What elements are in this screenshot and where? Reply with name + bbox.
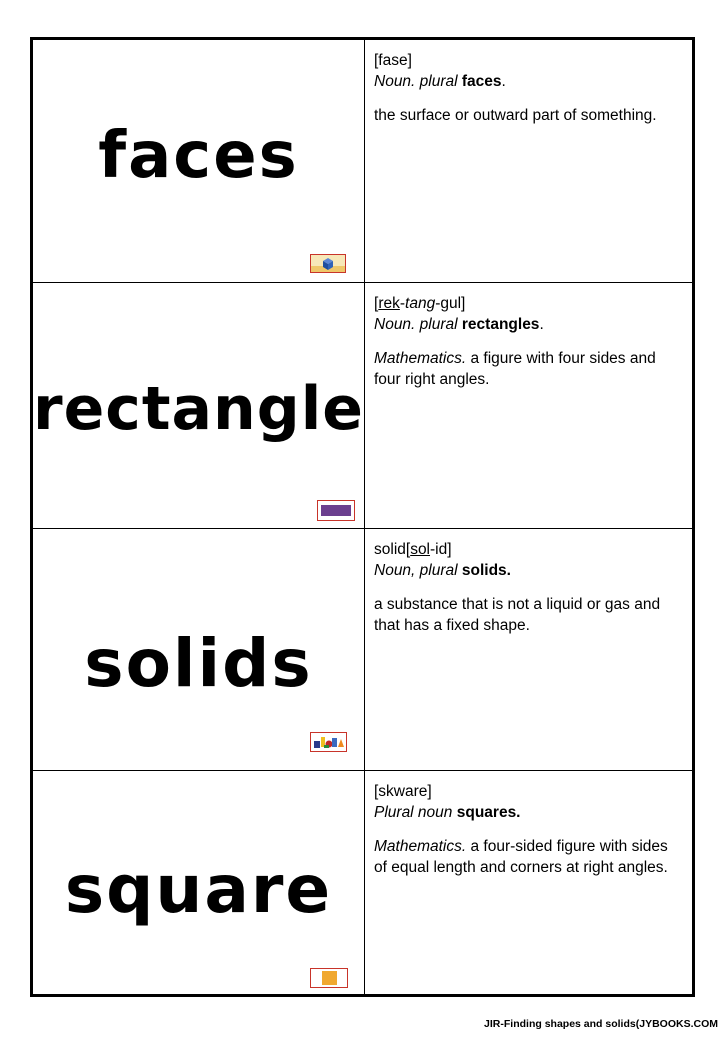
pron-start: solid[ xyxy=(374,541,411,558)
pron-end: -id] xyxy=(430,541,452,558)
definition-text: a substance that is not a liquid or gas and that has a fixed shape. xyxy=(374,596,661,634)
pos-end: . xyxy=(501,73,506,90)
plural-form: rectangles xyxy=(461,316,540,333)
plural-form: squares. xyxy=(456,804,521,821)
footer-credit: JIR-Finding shapes and solids(JYBOOKS.COM xyxy=(484,1018,718,1030)
pronunciation: [fase] xyxy=(374,52,412,69)
part-of-speech xyxy=(374,560,684,581)
card-row-square xyxy=(33,771,692,997)
vocab-word: rectangle xyxy=(33,374,364,444)
pos-label: Noun, plural xyxy=(374,562,462,579)
definition-domain: Mathematics. xyxy=(374,838,467,855)
pron-stressed: rek xyxy=(378,295,400,312)
plural-form: faces xyxy=(461,73,502,90)
word-cell xyxy=(33,771,365,997)
vocab-word: solids xyxy=(84,625,313,702)
word-cell xyxy=(33,40,365,282)
definition-text xyxy=(374,836,684,878)
pron-sep: - xyxy=(399,295,406,312)
card-row-rectangle xyxy=(33,283,692,529)
definition-cell xyxy=(365,771,692,997)
definition-cell xyxy=(365,40,692,282)
solids-icon xyxy=(310,732,347,752)
square-icon xyxy=(310,968,348,988)
part-of-speech xyxy=(374,802,684,823)
part-of-speech xyxy=(374,71,684,92)
pos-label: Plural noun xyxy=(374,804,457,821)
definition-cell xyxy=(365,529,692,770)
pos-label: Noun. plural xyxy=(374,316,462,333)
definition-cell xyxy=(365,283,692,528)
card-row-faces xyxy=(33,40,692,283)
pronunciation xyxy=(374,293,684,314)
pos-end: . xyxy=(539,316,544,333)
rectangle-icon xyxy=(317,500,355,521)
vocab-word: square xyxy=(64,851,333,928)
pron-stressed: sol xyxy=(410,541,431,558)
definition-domain: Mathematics. xyxy=(374,350,467,367)
plural-form: solids. xyxy=(461,562,511,579)
vocabulary-table xyxy=(30,37,695,997)
definition-text: the surface or outward part of something. xyxy=(374,107,657,124)
part-of-speech xyxy=(374,314,684,335)
definition-body: a four-sided figure with sides of equal length and corners at right angles. xyxy=(374,838,668,876)
card-row-solids xyxy=(33,529,692,771)
definition-text xyxy=(374,348,684,390)
vocab-word: faces xyxy=(98,119,299,193)
cube-icon xyxy=(310,254,346,273)
word-cell xyxy=(33,283,365,528)
pron-open: [ xyxy=(374,295,379,312)
definition-body: a figure with four sides and four right angles. xyxy=(374,350,656,388)
word-cell xyxy=(33,529,365,770)
pron-end: -gul] xyxy=(435,295,466,312)
pronunciation: [skware] xyxy=(374,783,432,800)
pos-label: Noun. plural xyxy=(374,73,462,90)
pron-italic: tang xyxy=(405,295,436,312)
pronunciation xyxy=(374,539,684,560)
